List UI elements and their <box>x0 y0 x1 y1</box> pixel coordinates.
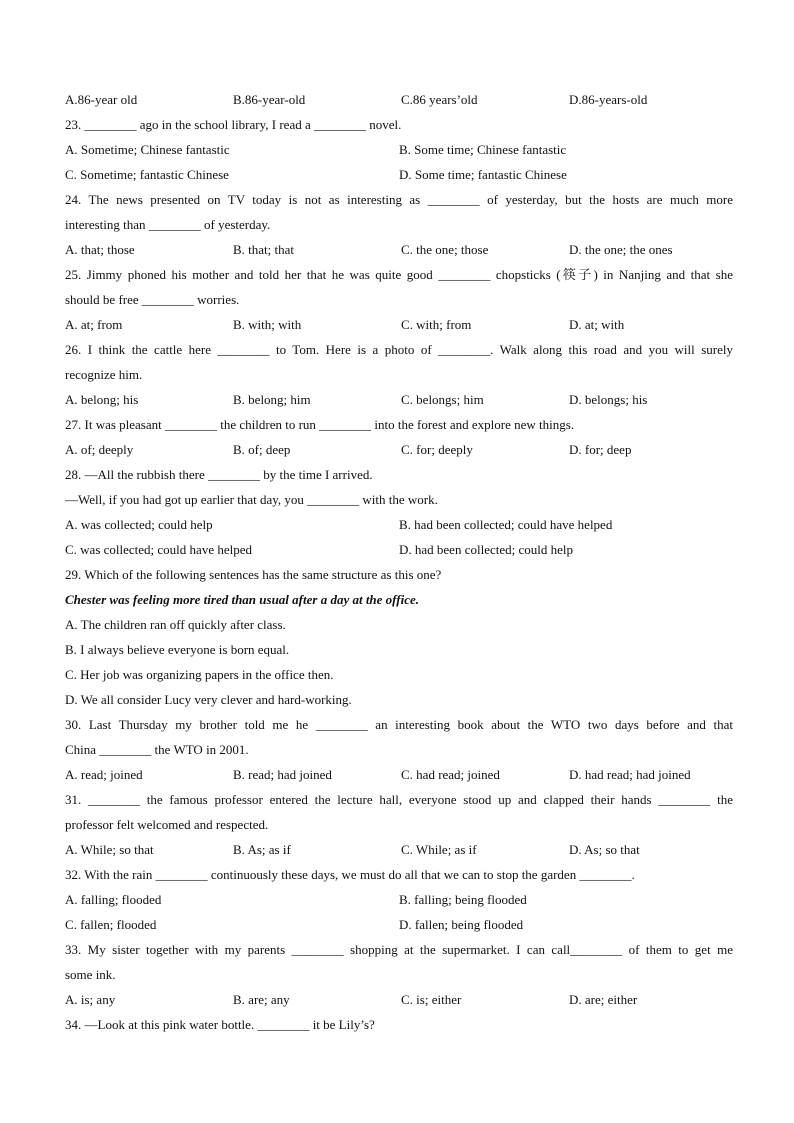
q31-option-c: C. While; as if <box>401 842 477 857</box>
q23-option-c: C. Sometime; fantastic Chinese <box>65 167 229 182</box>
q23-options-row1 <box>65 140 733 165</box>
q31-option-b: B. As; as if <box>233 842 291 857</box>
q28-option-d: D. had been collected; could help <box>399 542 573 557</box>
q22-option-b: B.86-year-old <box>233 92 306 107</box>
q23-option-a: A. Sometime; Chinese fantastic <box>65 142 230 157</box>
q33-option-d: D. are; either <box>569 992 638 1007</box>
q23-options-row2 <box>65 165 733 190</box>
q26-stem-line1: 26. I think the cattle here ________ to Tom. Here is a photo of ________. Walk along this road and you will surely <box>65 342 733 357</box>
q30-stem-line2: China ________ the WTO in 2001. <box>65 742 249 757</box>
q24-option-d: D. the one; the ones <box>569 242 673 257</box>
q31-option-d: D. As; so that <box>569 842 640 857</box>
q27-option-b: B. of; deep <box>233 442 291 457</box>
q29-stem: 29. Which of the following sentences has the same structure as this one? <box>65 567 442 582</box>
q22-option-c: C.86 years’old <box>401 92 478 107</box>
q29-option-b: B. I always believe everyone is born equal. <box>65 642 290 657</box>
q23-option-d: D. Some time; fantastic Chinese <box>399 167 567 182</box>
q31-stem-line1: 31. ________ the famous professor entered the lecture hall, everyone stood up and clapped their hands ________ the <box>65 792 733 807</box>
q23-option-b: B. Some time; Chinese fantastic <box>399 142 567 157</box>
q25-option-b: B. with; with <box>233 317 302 332</box>
q22-option-d: D.86-years-old <box>569 92 648 107</box>
q26-option-c: C. belongs; him <box>401 392 484 407</box>
q31-stem-line2: professor felt welcomed and respected. <box>65 817 269 832</box>
q23-stem: 23. ________ ago in the school library, I read a ________ novel. <box>65 117 402 132</box>
q28-options-row1 <box>65 515 733 540</box>
q32-option-c: C. fallen; flooded <box>65 917 157 932</box>
q33-stem-line1: 33. My sister together with my parents ________ shopping at the supermarket. I can call________ of them to get me <box>65 942 733 957</box>
q34-stem: 34. —Look at this pink water bottle. ________ it be Lily’s? <box>65 1017 375 1032</box>
q25-option-d: D. at; with <box>569 317 625 332</box>
q26-stem-line2: recognize him. <box>65 367 143 382</box>
q28-option-a: A. was collected; could help <box>65 517 213 532</box>
q32-options-row1 <box>65 890 733 915</box>
q22-options <box>65 90 733 115</box>
q26-options <box>65 390 733 415</box>
q27-stem: 27. It was pleasant ________ the children to run ________ into the forest and explore new things. <box>65 417 575 432</box>
q33-option-b: B. are; any <box>233 992 290 1007</box>
q33-options <box>65 990 733 1015</box>
q28-option-c: C. was collected; could have helped <box>65 542 252 557</box>
q24-stem-line2: interesting than ________ of yesterday. <box>65 217 271 232</box>
q32-stem: 32. With the rain ________ continuously these days, we must do all that we can to stop the garden ________. <box>65 867 635 882</box>
q29-example-sentence: Chester was feeling more tired than usual after a day at the office. <box>65 592 420 607</box>
q26-option-a: A. belong; his <box>65 392 139 407</box>
q24-option-a: A. that; those <box>65 242 135 257</box>
q25-option-a: A. at; from <box>65 317 123 332</box>
q25-stem-line1: 25. Jimmy phoned his mother and told her that he was quite good ________ chopsticks (筷子) in Nanjing and that she <box>65 267 733 282</box>
q28-stem-line2: —Well, if you had got up earlier that day, you ________ with the work. <box>65 492 438 507</box>
q27-option-a: A. of; deeply <box>65 442 134 457</box>
q26-option-d: D. belongs; his <box>569 392 648 407</box>
q27-options <box>65 440 733 465</box>
q33-stem-line2: some ink. <box>65 967 116 982</box>
q25-stem-line2: should be free ________ worries. <box>65 292 240 307</box>
q24-stem-line1: 24. The news presented on TV today is not as interesting as ________ of yesterday, but the hosts are much more <box>65 192 733 207</box>
q32-option-a: A. falling; flooded <box>65 892 162 907</box>
q28-option-b: B. had been collected; could have helped <box>399 517 613 532</box>
q30-options <box>65 765 733 790</box>
q30-option-b: B. read; had joined <box>233 767 332 782</box>
q27-option-d: D. for; deep <box>569 442 632 457</box>
q30-stem-line1: 30. Last Thursday my brother told me he ________ an interesting book about the WTO two days before and that <box>65 717 733 732</box>
q31-option-a: A. While; so that <box>65 842 154 857</box>
q32-option-b: B. falling; being flooded <box>399 892 527 907</box>
q30-option-a: A. read; joined <box>65 767 143 782</box>
q29-option-c: C. Her job was organizing papers in the office then. <box>65 667 334 682</box>
q25-option-c: C. with; from <box>401 317 472 332</box>
q22-option-a: A.86-year old <box>65 92 138 107</box>
q31-options <box>65 840 733 865</box>
question-list <box>65 90 733 1040</box>
q33-option-a: A. is; any <box>65 992 116 1007</box>
q25-options <box>65 315 733 340</box>
q33-option-c: C. is; either <box>401 992 462 1007</box>
q24-option-b: B. that; that <box>233 242 295 257</box>
q32-option-d: D. fallen; being flooded <box>399 917 524 932</box>
q32-options-row2 <box>65 915 733 940</box>
q29-option-d: D. We all consider Lucy very clever and hard-working. <box>65 692 352 707</box>
q30-option-d: D. had read; had joined <box>569 767 691 782</box>
q28-stem-line1: 28. —All the rubbish there ________ by the time I arrived. <box>65 467 373 482</box>
q30-option-c: C. had read; joined <box>401 767 500 782</box>
q27-option-c: C. for; deeply <box>401 442 473 457</box>
q24-option-c: C. the one; those <box>401 242 489 257</box>
q26-option-b: B. belong; him <box>233 392 311 407</box>
q29-option-a: A. The children ran off quickly after class. <box>65 617 286 632</box>
q28-options-row2 <box>65 540 733 565</box>
q24-options <box>65 240 733 265</box>
